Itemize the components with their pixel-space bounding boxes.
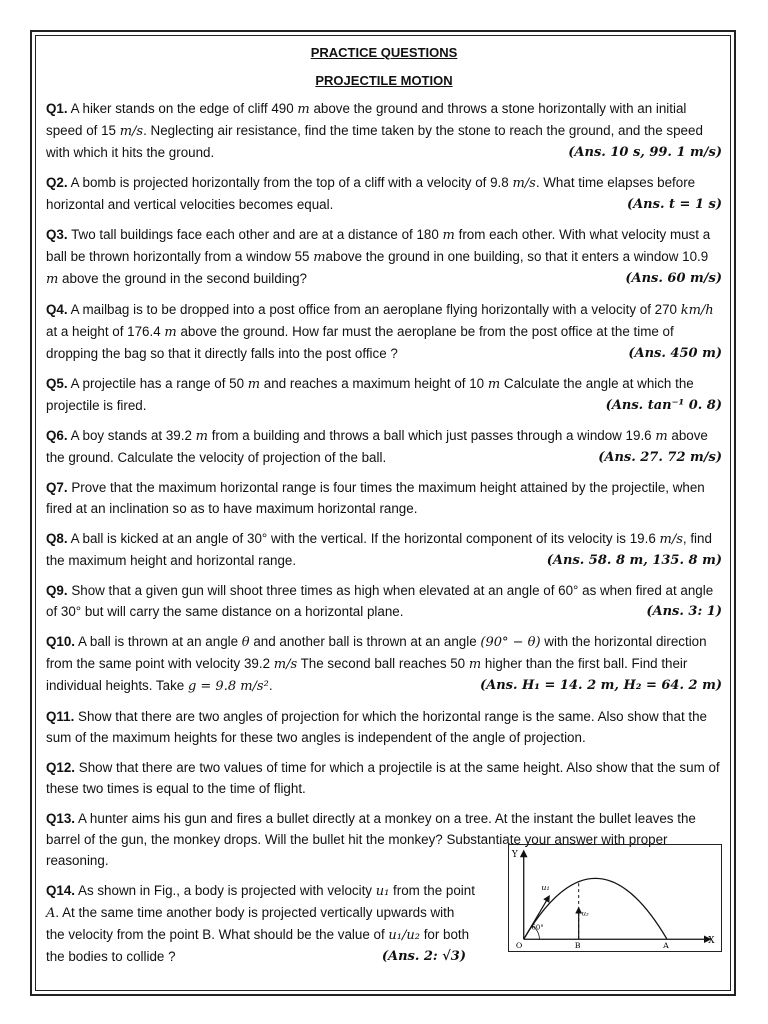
question-text-segment: above the ground and throws a stone horizontally with an initial speed of 15 (46, 101, 687, 138)
question-text-segment: above the ground. Calculate the velocity of projection of the ball. (46, 428, 708, 465)
question-number: Q4. (46, 302, 68, 317)
question-9 (46, 580, 722, 622)
answer: (Ans. 3: 1) (646, 604, 722, 619)
question-14-text (46, 880, 476, 967)
math-expression: A (46, 906, 56, 921)
answer: (Ans. 27. 72 m/s) (598, 450, 722, 465)
question-text-segment: A ball is kicked at an angle of 30° with the vertical. If the horizontal component of its velocity is 19.6 (70, 531, 660, 546)
question-2 (46, 172, 722, 215)
question-number: Q5. (46, 376, 68, 391)
question-number: Q13. (46, 811, 76, 826)
question-text-segment: with the horizontal direction from the same point with velocity 39.2 (46, 634, 707, 671)
question-number: Q6. (46, 428, 68, 443)
question-text-segment: As shown in Fig., a body is projected with velocity (78, 883, 376, 898)
question-text-segment: A mailbag is to be dropped into a post office from an aeroplane flying horizontally with a velocity of 270 (70, 302, 681, 317)
math-expression: m/s (512, 176, 536, 191)
projectile-figure (508, 844, 722, 952)
question-7 (46, 477, 722, 519)
math-expression: m (46, 272, 59, 287)
question-text-segment: , find the maximum height and horizontal range. (46, 531, 712, 568)
question-text-segment: above the ground in the second building? (58, 271, 307, 286)
answer: (Ans. 58. 8 m, 135. 8 m) (546, 553, 722, 568)
question-text-segment: . At the same time another body is projected vertically upwards with the velocity from the point B. What should be the value of (46, 905, 455, 942)
question-text-segment: A hiker stands on the edge of cliff 490 (70, 101, 298, 116)
question-text-segment: above the ground. How far must the aeroplane be from the post office at the time of dropping the bag so that it directly falls into the post office ? (46, 324, 674, 361)
question-text-segment: A projectile has a range of 50 (70, 376, 248, 391)
question-text-segment: A hunter aims his gun and fires a bullet directly at a monkey on a tree. At the instant the bullet leaves the barrel of the gun, the monkey drops. Will the bullet hit the monkey? Substantiate your answer with proper reasoning. (46, 811, 696, 868)
answer: (Ans. 60 m/s) (625, 271, 722, 286)
answer: (Ans. tan⁻¹ 0. 8) (605, 398, 722, 413)
question-text-segment: A ball is thrown at an angle (78, 634, 242, 649)
question-4 (46, 299, 722, 364)
answer: (Ans. t = 1 s) (626, 197, 722, 212)
question-number: Q8. (46, 531, 68, 546)
question-text-segment: at a height of 176.4 (46, 324, 165, 339)
math-expression: m (297, 102, 310, 117)
math-expression: (90° − θ) (480, 635, 541, 650)
math-expression: m (247, 377, 261, 392)
answer: (Ans. 2: √3) (381, 949, 466, 964)
question-number: Q11. (46, 709, 75, 724)
question-number: Q1. (46, 101, 68, 116)
question-text-segment: Show that there are two angles of projection for which the horizontal range is the same. Also show that the sum of the maximum heights for these two angles is independent of the angle of projection. (46, 709, 708, 745)
question-text-segment: Show that there are two values of time for which a projectile is at the same height. Also show that the sum of these two times is equal to the time of flight. (46, 760, 720, 796)
question-text-segment: . (268, 678, 273, 693)
question-text-segment: higher than the first ball. Find their individual heights. Take (46, 656, 688, 693)
projectile-diagram (509, 845, 721, 951)
question-3 (46, 224, 722, 290)
math-expression: m (164, 325, 177, 340)
question-1 (46, 98, 722, 163)
answer: (Ans. H₁ = 14. 2 m, H₂ = 64. 2 m) (479, 678, 722, 693)
math-expression: m (442, 228, 455, 243)
question-12 (46, 757, 722, 799)
question-text-segment: Calculate the angle at which the projectile is fired. (46, 376, 694, 413)
question-text-segment: for both the bodies to collide ? (46, 927, 470, 964)
question-text-segment: and reaches a maximum height of 10 (260, 376, 488, 391)
question-5 (46, 373, 722, 416)
origin-label: O (515, 941, 523, 951)
angle-label: 60° (531, 923, 544, 932)
question-number: Q2. (46, 175, 68, 190)
x-axis-label: X (708, 936, 715, 947)
question-14 (46, 849, 722, 967)
math-expression: m/s (119, 124, 144, 139)
math-expression: m/s (659, 532, 683, 547)
question-text-segment: above the ground in one building, so that it enters a window 10.9 (325, 249, 709, 264)
point-b-label: B (574, 941, 581, 951)
u1-label: u₁ (541, 883, 550, 893)
question-number: Q3. (46, 227, 68, 242)
question-text-segment: from a building and throws a ball which just passes through a window 19.6 (207, 428, 656, 443)
math-expression: km/h (680, 303, 714, 318)
answer: (Ans. 10 s, 99. 1 m/s) (568, 145, 722, 160)
question-text-segment: Prove that the maximum horizontal range is four times the maximum height attained by the projectile, when fired at an inclination so as to have maximum horizontal range. (46, 480, 705, 516)
question-text-segment: from each other. With what velocity must a ball be thrown horizontally from a window 55 (46, 227, 711, 264)
math-expression: m (195, 429, 208, 444)
point-a-label: A (663, 941, 669, 951)
question-text-segment: Show that a given gun will shoot three times as high when elevated at an angle of 60° as when fired at angle of 30° but will carry the same distance on a horizontal plane. (46, 583, 714, 619)
question-text-segment: The second ball reaches 50 (297, 656, 469, 671)
question-list (46, 98, 722, 871)
y-axis-label: Y (511, 849, 518, 860)
question-text-segment: and another ball is thrown at an angle (249, 634, 481, 649)
math-expression: m (313, 250, 326, 265)
question-text-segment: Two tall buildings face each other and are at a distance of 180 (71, 227, 443, 242)
question-text-segment: A boy stands at 39.2 (70, 428, 196, 443)
question-11 (46, 706, 722, 748)
worksheet-content (46, 43, 722, 976)
u2-label: u₂ (581, 909, 589, 918)
question-number: Q14. (46, 883, 76, 898)
math-expression: g = 9.8 m/s² (187, 679, 269, 694)
math-expression: u₁/u₂ (388, 928, 420, 943)
page-subtitle: PROJECTILE MOTION (315, 73, 453, 88)
page-title: PRACTICE QUESTIONS (310, 45, 458, 60)
question-8 (46, 528, 722, 571)
question-number: Q7. (46, 480, 68, 495)
math-expression: θ (241, 635, 250, 650)
math-expression: m (487, 377, 501, 392)
question-text-segment: . What time elapses before horizontal and vertical velocities becomes equal. (46, 175, 696, 212)
question-text-segment: A bomb is projected horizontally from the top of a cliff with a velocity of 9.8 (70, 175, 513, 190)
question-6 (46, 425, 722, 468)
math-expression: m (468, 657, 482, 672)
answer: (Ans. 450 m) (628, 346, 722, 361)
question-text-segment: . Neglecting air resistance, find the time taken by the stone to reach the ground, and the speed with which it hits the ground. (46, 123, 703, 160)
u1-vector (524, 896, 550, 939)
question-10 (46, 631, 722, 697)
question-number: Q9. (46, 583, 68, 598)
question-number: Q12. (46, 760, 76, 775)
question-number: Q10. (46, 634, 76, 649)
math-expression: u₁ (375, 884, 390, 899)
math-expression: m (655, 429, 668, 444)
question-text-segment: from the point (389, 883, 475, 898)
math-expression: m/s (273, 657, 298, 672)
